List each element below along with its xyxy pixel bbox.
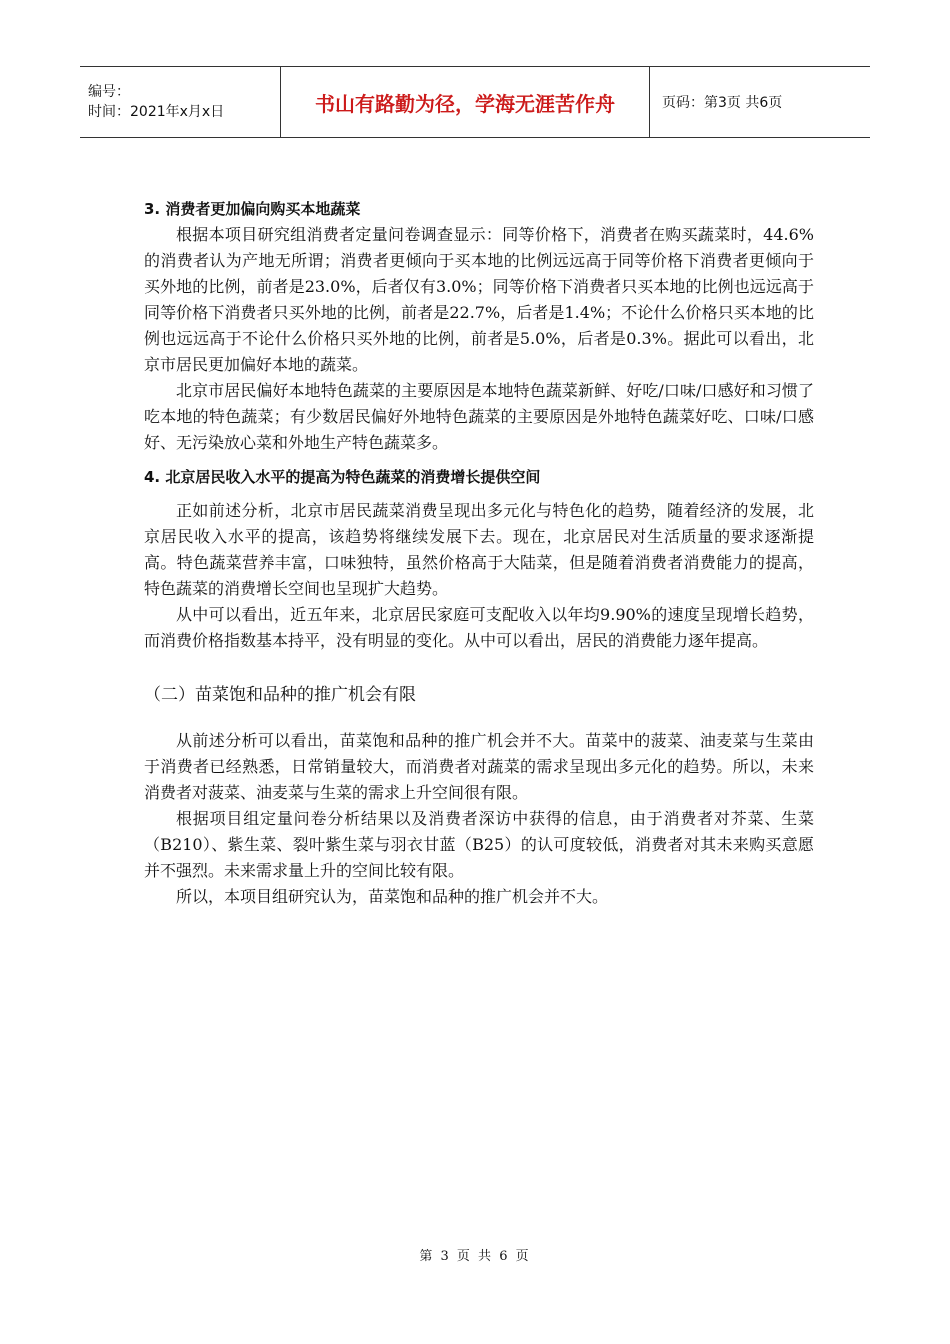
header-motto: 书山有路勤为径，学海无涯苦作舟 [280,67,650,137]
paragraph: 北京市居民偏好本地特色蔬菜的主要原因是本地特色蔬菜新鲜、好吃/口味/口感好和习惯了吃本地的特色蔬菜；有少数居民偏好外地特色蔬菜的主要原因是外地特色蔬菜好吃、口味/口感好、无污染放心菜和外地生产特色蔬菜多。 [144,381,814,452]
paragraph: 根据本项目研究组消费者定量问卷调查显示：同等价格下，消费者在购买蔬菜时，44.6%的消费者认为产地无所谓；消费者更倾向于买本地的比例远远高于同等价格下消费者更倾向于买外地的比例，前者是23.0%，后者仅有3.0%；同等价格下消费者只买本地的比例也远远高于同等价格下消费者只买外地的比例，前者是22.7%，后者是1.4%；不论什么价格只买本地的比例也远远高于不论什么价格只买外地的比例，前者是5.0%，后者是0.3%。据此可以看出，北京市居民更加偏好本地的蔬菜。 [144,225,814,374]
page-header [80,66,870,138]
document-number-label: 编号： [88,84,130,100]
subheading-3: 3. 消费者更加偏向购买本地蔬菜 [144,200,361,218]
paragraph: 所以，本项目组研究认为，苗菜饱和品种的推广机会并不大。 [176,887,609,906]
paragraph: 正如前述分析，北京市居民蔬菜消费呈现出多元化与特色化的趋势，随着经济的发展，北京居民收入水平的提高，该趋势将继续发展下去。现在，北京居民对生活质量的要求逐渐提高。特色蔬菜营养丰富，口味独特，虽然价格高于大陆菜，但是随着消费者消费能力的提高，特色蔬菜的消费增长空间也呈现扩大趋势。 [144,501,814,598]
subheading-4: 4. 北京居民收入水平的提高为特色蔬菜的消费增长提供空间 [144,468,541,486]
header-meta [80,67,280,137]
document-body [144,196,814,910]
header-page-info: 页码：第3页 共6页 [662,95,783,111]
paragraph: 从前述分析可以看出，苗菜饱和品种的推广机会并不大。苗菜中的菠菜、油麦菜与生菜由于消费者已经熟悉，日常销量较大，而消费者对蔬菜的需求呈现出多元化的趋势。所以，未来消费者对菠菜、油麦菜与生菜的需求上升空间很有限。 [144,731,814,802]
paragraph: 根据项目组定量问卷分析结果以及消费者深访中获得的信息，由于消费者对芥菜、生菜（B210）、紫生菜、裂叶紫生菜与羽衣甘蓝（B25）的认可度较低，消费者对其未来购买意愿并不强烈。未来需求量上升的空间比较有限。 [144,809,814,880]
paragraph: 从中可以看出，近五年来，北京居民家庭可支配收入以年均9.90%的速度呈现增长趋势，而消费价格指数基本持平，没有明显的变化。从中可以看出，居民的消费能力逐年提高。 [144,605,814,650]
document-date: 时间：2021年x月x日 [88,104,225,120]
page-footer: 第 3 页 共 6 页 [419,1249,531,1264]
section-heading: （二）苗菜饱和品种的推广机会有限 [144,685,416,705]
